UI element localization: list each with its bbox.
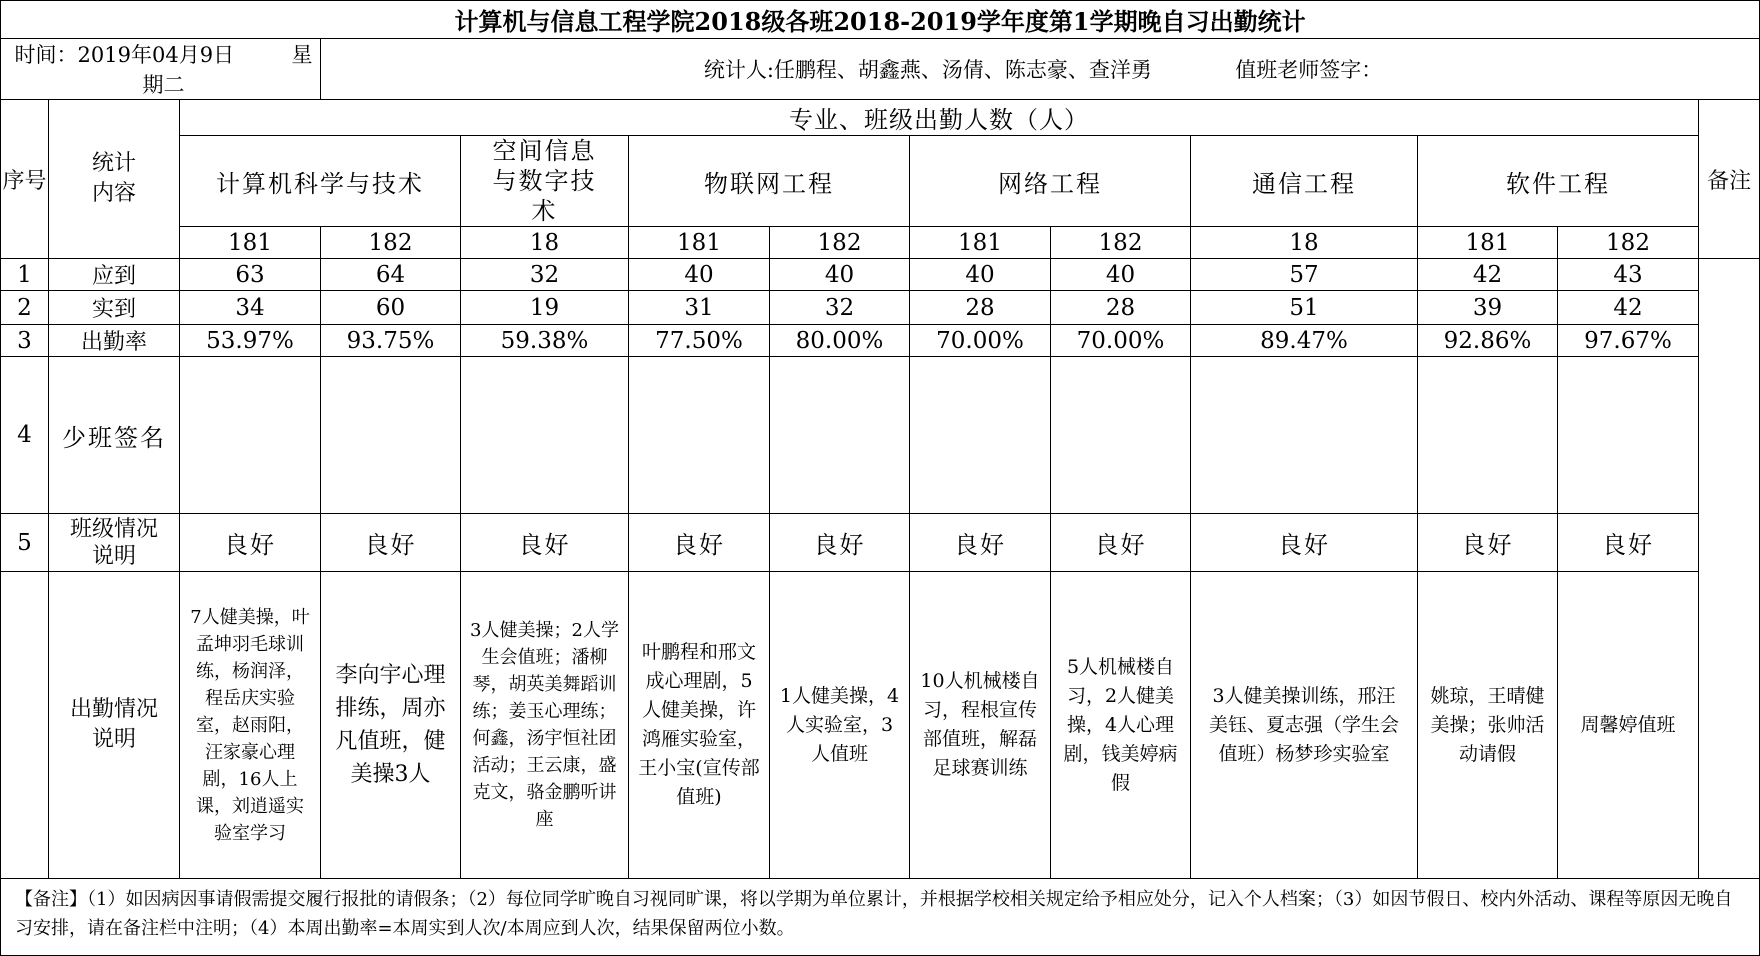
remarks-cell — [1699, 572, 1760, 879]
rate-cell: 93.75% — [321, 325, 461, 357]
sign-cell[interactable] — [1051, 357, 1191, 514]
note-cell: 3人健美操；2人学生会值班；潘柳琴，胡英美舞蹈训练；姜玉心理练；何鑫，汤宇恒社团活动；王云康，盛克文，骆金鹏听讲座 — [461, 572, 629, 879]
table-row-actual — [1, 291, 1760, 325]
status-cell: 良好 — [1558, 514, 1699, 572]
expected-cell: 63 — [180, 259, 321, 291]
class-code: 182 — [321, 227, 461, 259]
row-number: 1 — [1, 259, 49, 291]
expected-cell: 32 — [461, 259, 629, 291]
major-spatial: 空间信息与数字技术 — [461, 136, 629, 227]
major-software: 软件工程 — [1418, 136, 1699, 227]
remarks-cell — [1699, 259, 1760, 291]
sign-cell[interactable] — [770, 357, 910, 514]
row-number: 3 — [1, 325, 49, 357]
seq-header: 序号 — [1, 100, 49, 259]
rate-cell: 80.00% — [770, 325, 910, 357]
status-cell: 良好 — [321, 514, 461, 572]
note-cell: 叶鹏程和邢文成心理剧，5人健美操，许鸿雁实验室，王小宝(宣传部值班) — [629, 572, 770, 879]
sign-cell[interactable] — [1191, 357, 1418, 514]
row-label: 班级情况说明 — [49, 514, 180, 572]
table-row-status — [1, 514, 1760, 572]
row-number: 2 — [1, 291, 49, 325]
sign-cell[interactable] — [910, 357, 1051, 514]
row-number: 4 — [1, 357, 49, 514]
table-row-expected — [1, 259, 1760, 291]
date-info — [1, 39, 321, 100]
rate-cell: 77.50% — [629, 325, 770, 357]
major-comm: 通信工程 — [1191, 136, 1418, 227]
class-code: 18 — [1191, 227, 1418, 259]
rate-cell: 53.97% — [180, 325, 321, 357]
row-label: 少班签名 — [49, 357, 180, 514]
actual-cell: 28 — [1051, 291, 1191, 325]
table-row-rate — [1, 325, 1760, 357]
sign-cell[interactable] — [1558, 357, 1699, 514]
expected-cell: 40 — [1051, 259, 1191, 291]
expected-cell: 40 — [629, 259, 770, 291]
row-label: 出勤率 — [49, 325, 180, 357]
footnote: 【备注】（1）如因病因事请假需提交履行报批的请假条；（2）每位同学旷晚自习视同旷课，将以学期为单位累计，并根据学校相关规定给予相应处分，记入个人档案；（3）如因节假日、校内外活动、课程等原因无晚自习安排，请在备注栏中注明；（4）本周出勤率=本周实到人次/本周应到人次，结果保留两位小数。 — [1, 879, 1760, 956]
note-cell: 李向宇心理排练，周亦凡值班，健美操3人 — [321, 572, 461, 879]
actual-cell: 51 — [1191, 291, 1418, 325]
class-code: 182 — [770, 227, 910, 259]
status-cell: 良好 — [180, 514, 321, 572]
sign-cell[interactable] — [321, 357, 461, 514]
expected-cell: 57 — [1191, 259, 1418, 291]
class-code: 182 — [1051, 227, 1191, 259]
sign-cell[interactable] — [180, 357, 321, 514]
remarks-cell — [1699, 291, 1760, 325]
expected-cell: 42 — [1418, 259, 1558, 291]
rate-cell: 70.00% — [910, 325, 1051, 357]
teacher-sign-text: 值班老师签字： — [1235, 58, 1383, 82]
sign-cell[interactable] — [461, 357, 629, 514]
status-cell: 良好 — [1418, 514, 1558, 572]
actual-cell: 60 — [321, 291, 461, 325]
rate-cell: 92.86% — [1418, 325, 1558, 357]
actual-cell: 39 — [1418, 291, 1558, 325]
note-cell: 5人机械楼自习，2人健美操，4人心理剧，钱美婷病假 — [1051, 572, 1191, 879]
row-label: 应到 — [49, 259, 180, 291]
stats-people-text: 统计人:任鹏程、胡鑫燕、汤倩、陈志豪、查洋勇 — [703, 58, 1152, 82]
table-row-sign — [1, 357, 1760, 514]
rate-cell: 70.00% — [1051, 325, 1191, 357]
status-cell: 良好 — [1051, 514, 1191, 572]
class-code: 181 — [180, 227, 321, 259]
row-number: 5 — [1, 514, 49, 572]
actual-cell: 19 — [461, 291, 629, 325]
remarks-cell — [1699, 357, 1760, 514]
note-cell: 10人机械楼自习，程根宣传部值班，解磊足球赛训练 — [910, 572, 1051, 879]
major-network: 网络工程 — [910, 136, 1191, 227]
remarks-cell — [1699, 514, 1760, 572]
group-header: 专业、班级出勤人数（人） — [180, 100, 1699, 136]
class-code: 181 — [1418, 227, 1558, 259]
content-header: 统计内容 — [49, 100, 180, 259]
actual-cell: 31 — [629, 291, 770, 325]
status-cell: 良好 — [629, 514, 770, 572]
rate-cell: 97.67% — [1558, 325, 1699, 357]
sheet-title: 计算机与信息工程学院2018级各班2018-2019学年度第1学期晚自习出勤统计 — [1, 1, 1760, 39]
note-cell: 周馨婷值班 — [1558, 572, 1699, 879]
row-label: 出勤情况说明 — [49, 572, 180, 879]
expected-cell: 64 — [321, 259, 461, 291]
class-code: 181 — [910, 227, 1051, 259]
actual-cell: 42 — [1558, 291, 1699, 325]
date-text: 时间：2019年04月9日 — [14, 43, 235, 67]
remarks-header: 备注 — [1699, 100, 1760, 259]
remarks-cell — [1699, 325, 1760, 357]
class-code: 181 — [629, 227, 770, 259]
status-cell: 良好 — [1191, 514, 1418, 572]
expected-cell: 43 — [1558, 259, 1699, 291]
sign-cell[interactable] — [629, 357, 770, 514]
note-cell: 姚琼，王晴健美操；张帅活动请假 — [1418, 572, 1558, 879]
note-cell: 7人健美操，叶孟坤羽毛球训练，杨润泽，程岳庆实验室，赵雨阳，汪家豪心理剧，16人上课，刘逍遥实验室学习 — [180, 572, 321, 879]
status-cell: 良好 — [461, 514, 629, 572]
rate-cell: 59.38% — [461, 325, 629, 357]
staff-info — [321, 39, 1760, 100]
sign-cell[interactable] — [1418, 357, 1558, 514]
major-cs: 计算机科学与技术 — [180, 136, 461, 227]
actual-cell: 32 — [770, 291, 910, 325]
expected-cell: 40 — [910, 259, 1051, 291]
major-iot: 物联网工程 — [629, 136, 910, 227]
status-cell: 良好 — [770, 514, 910, 572]
expected-cell: 40 — [770, 259, 910, 291]
actual-cell: 34 — [180, 291, 321, 325]
note-cell: 3人健美操训练，邢汪美钰、夏志强（学生会值班）杨梦珍实验室 — [1191, 572, 1418, 879]
status-cell: 良好 — [910, 514, 1051, 572]
table-row-notes — [1, 572, 1760, 879]
row-label: 实到 — [49, 291, 180, 325]
rate-cell: 89.47% — [1191, 325, 1418, 357]
actual-cell: 28 — [910, 291, 1051, 325]
class-code: 18 — [461, 227, 629, 259]
note-cell: 1人健美操，4人实验室，3人值班 — [770, 572, 910, 879]
weekday-text: 星期二 — [142, 43, 313, 97]
row-number — [1, 572, 49, 879]
class-code: 182 — [1558, 227, 1699, 259]
